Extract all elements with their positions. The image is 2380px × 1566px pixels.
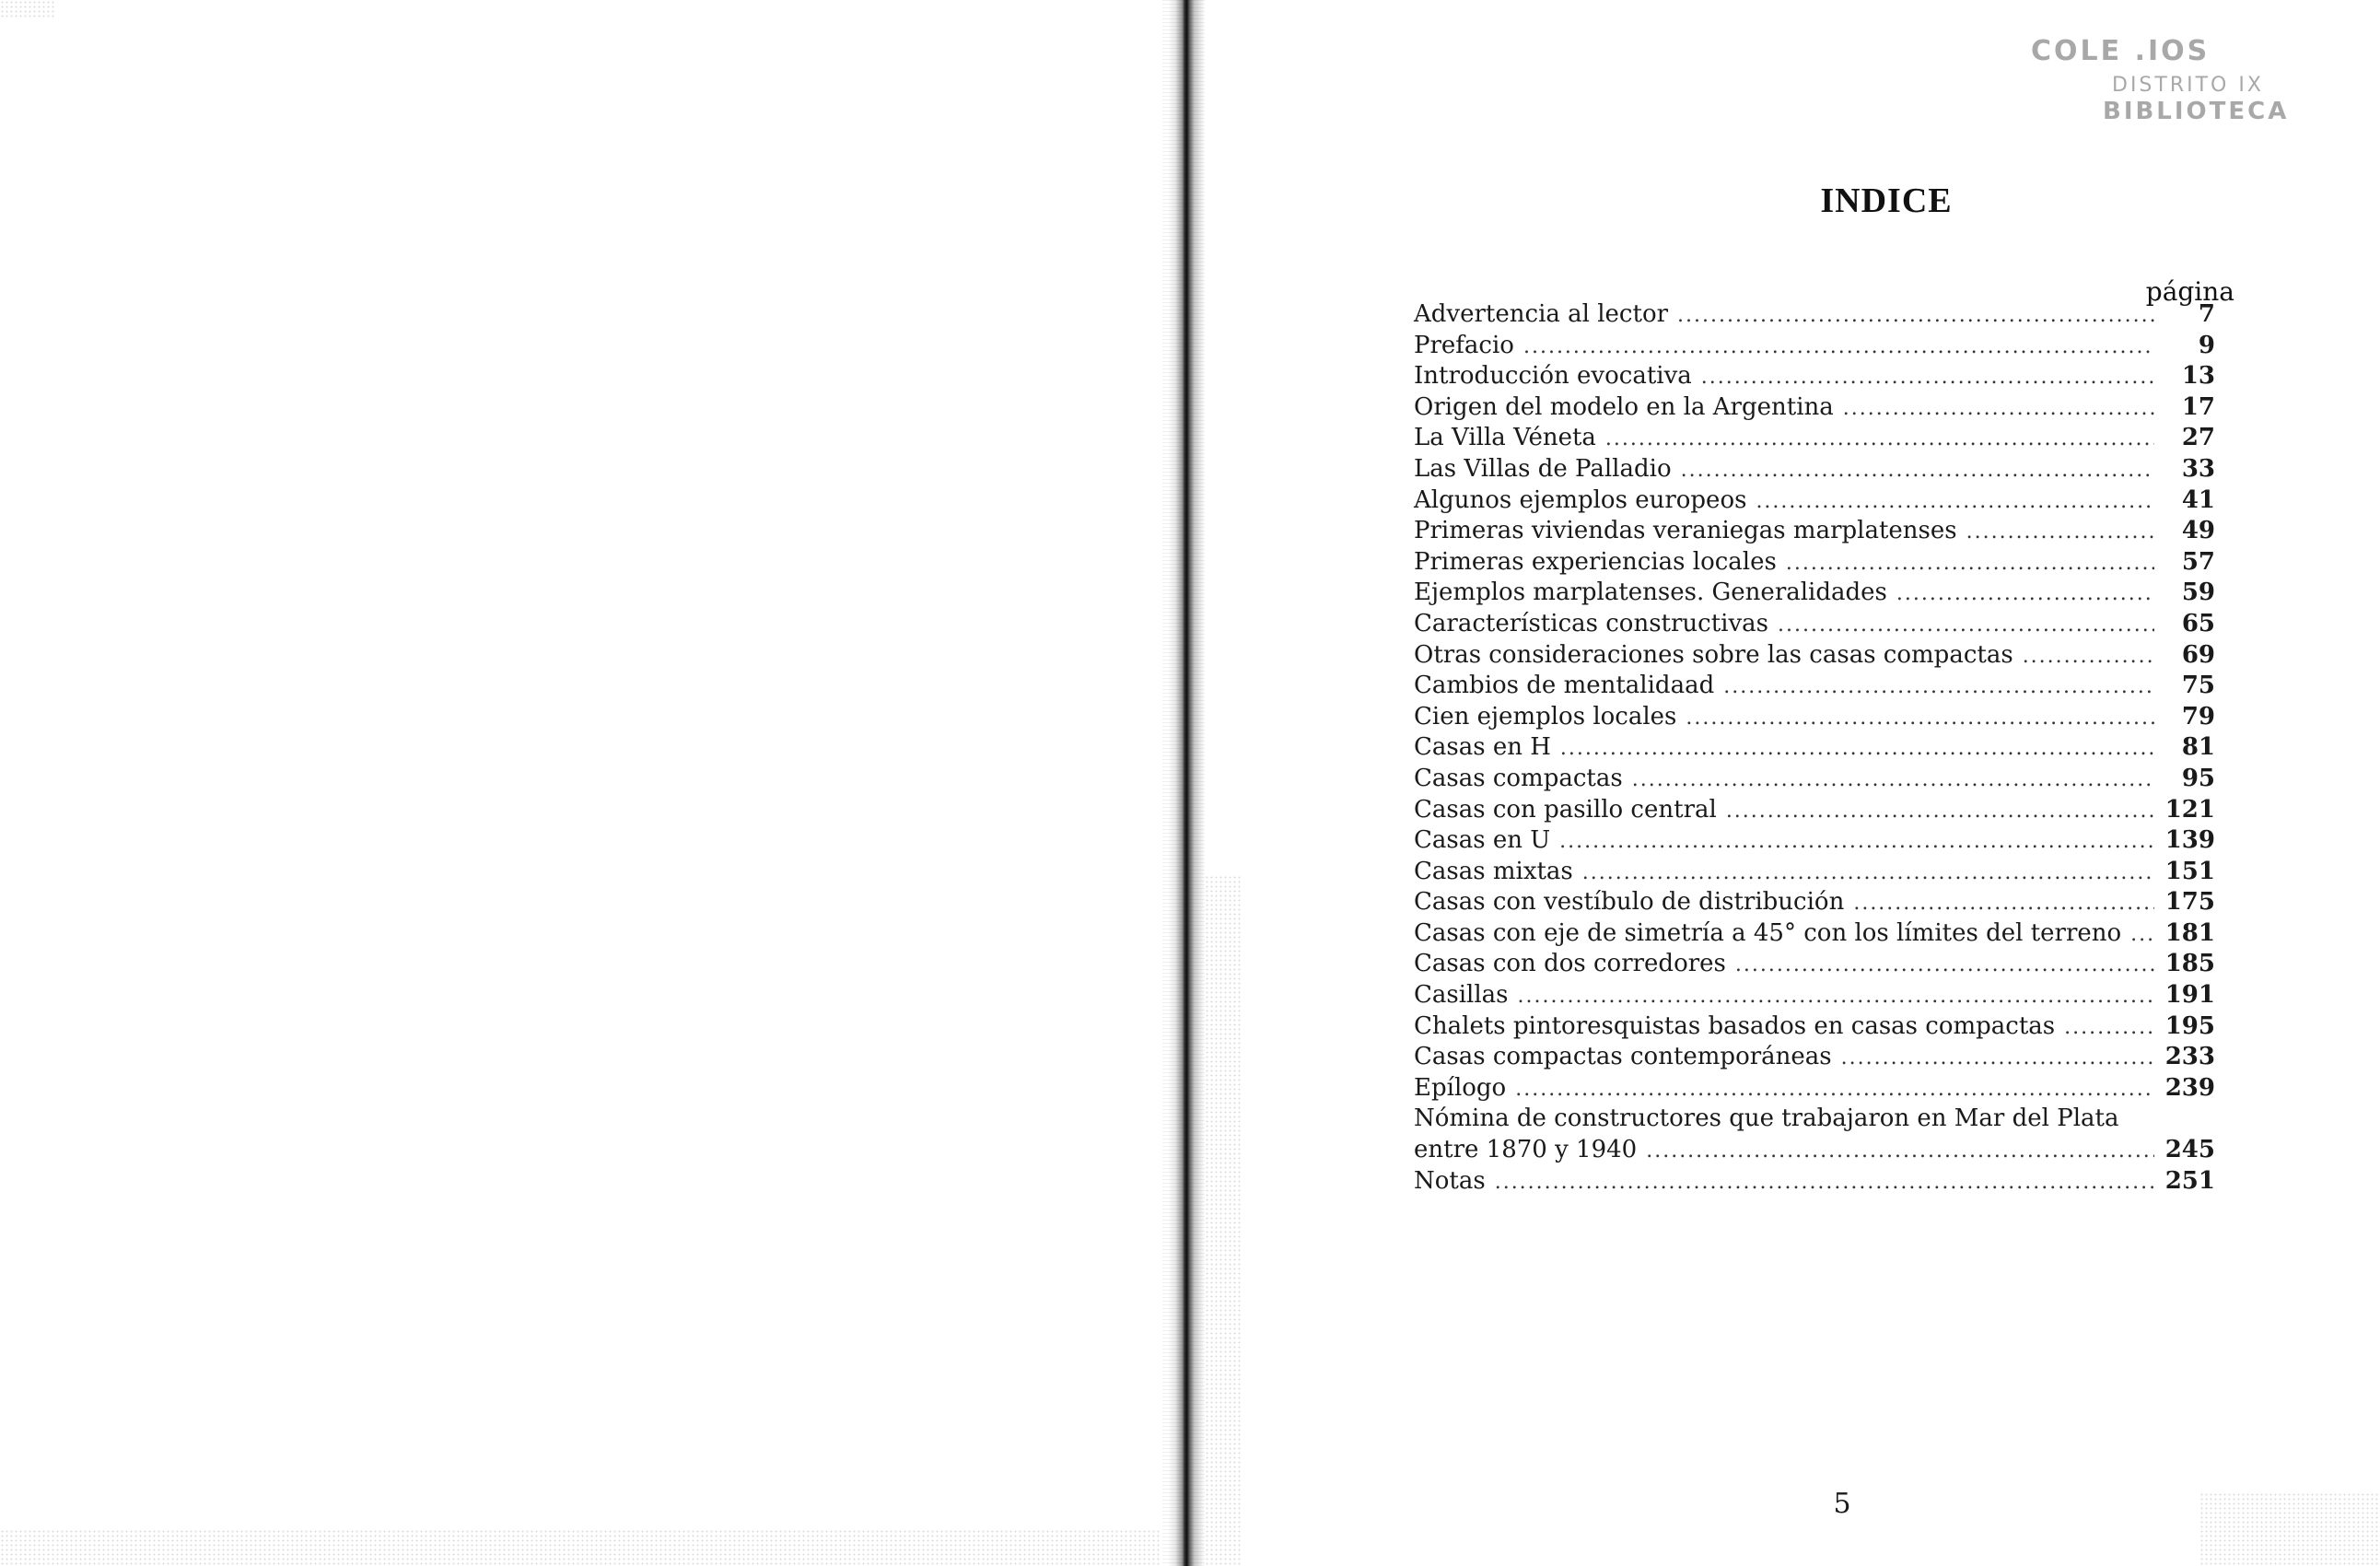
page-number: 5 [1833,1488,1851,1520]
index-title: INDICE [1820,181,1953,220]
toc-entry-page-number: 33 [2181,454,2215,483]
toc-entry-multiline-first [1414,1104,2215,1135]
toc-entry-page-number: 151 [2164,857,2215,885]
toc-entry-page-number: 65 [2181,609,2215,637]
toc-entry-page-number: 41 [2181,485,2215,514]
toc-entry-label: Cambios de mentalidaad [1414,672,1715,700]
gutter-texture [1162,0,1210,1566]
toc-entry [1414,1073,2215,1104]
toc-entry-label: Notas [1414,1166,1486,1195]
dot-leader [1681,455,2154,486]
toc-entry-page-number: 17 [2181,392,2215,421]
dot-leader [1843,393,2154,425]
toc-entry-page-number: 57 [2181,547,2215,576]
toc-entry [1414,949,2215,980]
toc-entry [1414,918,2215,950]
toc-entry [1414,1011,2215,1043]
dot-leader [1726,796,2154,827]
dot-leader [1723,672,2154,703]
toc-entry [1414,485,2215,517]
table-of-contents [1414,299,2215,1197]
dot-leader [2064,1012,2154,1044]
toc-entry [1414,764,2215,795]
toc-entry [1414,516,2215,547]
left-blank-page [0,0,1188,1566]
toc-entry-label: Prefacio [1414,331,1514,359]
toc-entry-label: Casas con pasillo central [1414,795,1717,824]
toc-entry-label: Las Villas de Palladio [1414,454,1672,483]
toc-entry [1414,640,2215,672]
toc-entry [1414,392,2215,424]
dot-leader [1559,826,2154,858]
dot-leader [1735,950,2154,981]
toc-entry [1414,671,2215,702]
toc-entry-page-number: 181 [2164,918,2215,947]
dot-leader [2023,641,2154,672]
toc-entry-label: Origen del modelo en la Argentina [1414,392,1834,421]
toc-entry-label: Advertencia al lector [1414,300,1669,328]
toc-entry-page-number: 139 [2164,826,2215,855]
page-column-header: página [2145,276,2234,307]
toc-entry-label: Casas con eje de simetría a 45° con los límites del terreno [1414,918,2122,947]
scan-noise-left-top [0,0,55,18]
stamp-line-2: DISTRITO IX [2112,74,2264,97]
toc-entry-page-number: 9 [2198,331,2215,359]
toc-entry-label: La Villa Véneta [1414,424,1596,452]
toc-entry-label: Casas compactas contemporáneas [1414,1043,1832,1071]
toc-entry-page-number: 27 [2181,424,2215,452]
toc-entry-label: Otras consideraciones sobre las casas compactas [1414,640,2013,669]
toc-entry-page-number: 185 [2164,950,2215,978]
toc-entry-page-number: 191 [2164,981,2215,1010]
scan-noise-gutter-right [1205,875,1242,1566]
toc-entry-label: Algunos ejemplos europeos [1414,485,1747,514]
dot-leader [1841,1043,2154,1074]
dot-leader [1646,1136,2154,1167]
toc-entry-page-number: 49 [2181,517,2215,545]
toc-entry-label: Casas con vestíbulo de distribución [1414,888,1845,917]
dot-leader [1778,610,2154,641]
dot-leader [1560,733,2154,765]
dot-leader [1966,517,2154,548]
toc-entry-label: Características constructivas [1414,609,1769,637]
toc-entry [1414,1166,2215,1198]
toc-entry [1414,578,2215,609]
toc-entry-page-number: 81 [2181,733,2215,762]
dot-leader [2130,919,2154,951]
toc-entry [1414,331,2215,362]
toc-entry-label: entre 1870 y 1940 [1414,1136,1638,1164]
dot-leader [1896,578,2154,610]
toc-entry-label: Primeras viviendas veraniegas marplatenses [1414,517,1957,545]
toc-entry [1414,732,2215,764]
toc-entry [1414,795,2215,826]
toc-entry-label: Nómina de constructores que trabajaron en Mar del Plata [1414,1104,2119,1133]
toc-entry [1414,423,2215,454]
dot-leader [1518,981,2154,1012]
toc-entry [1414,825,2215,857]
toc-entry-page-number: 79 [2181,702,2215,730]
toc-entry-label: Primeras experiencias locales [1414,547,1777,576]
toc-entry-label: Epílogo [1414,1073,1507,1102]
toc-entry-page-number: 195 [2164,1011,2215,1040]
toc-entry-page-number: 175 [2164,888,2215,917]
toc-entry-page-number: 7 [2198,300,2215,328]
toc-entry-page-number: 95 [2181,764,2215,792]
toc-entry-label: Casas compactas [1414,764,1623,792]
dot-leader [1853,888,2154,919]
toc-entry-page-number: 245 [2164,1136,2215,1164]
toc-entry-page-number: 13 [2181,362,2215,391]
toc-entry [1414,980,2215,1011]
toc-entry-label: Casas con dos corredores [1414,950,1726,978]
toc-entry [1414,702,2215,733]
library-stamp [2022,28,2335,129]
dot-leader [1582,858,2154,889]
toc-entry-multiline-second [1414,1135,2215,1166]
toc-entry-label: Cien ejemplos locales [1414,702,1677,730]
scan-noise-left-bottom [0,1529,1161,1566]
toc-entry [1414,299,2215,331]
toc-entry-label: Chalets pintoresquistas basados en casas compactas [1414,1011,2056,1040]
toc-entry [1414,361,2215,392]
dot-leader [1515,1074,2154,1105]
toc-entry-label: Casas mixtas [1414,857,1573,885]
toc-entry-page-number: 69 [2181,640,2215,669]
toc-entry-page-number: 121 [2164,795,2215,824]
toc-entry-label: Casas en U [1414,826,1551,855]
dot-leader [1786,548,2154,579]
toc-entry-page-number: 233 [2164,1043,2215,1071]
toc-entry-page-number: 239 [2164,1073,2215,1102]
toc-entry [1414,547,2215,578]
toc-entry-label: Ejemplos marplatenses. Generalidades [1414,578,1887,607]
toc-entry [1414,857,2215,888]
toc-entry [1414,454,2215,485]
dot-leader [1605,424,2154,455]
dot-leader [1523,332,2154,363]
toc-entry-page-number: 59 [2181,578,2215,607]
stamp-line-1: COLE .IOS [2031,35,2211,67]
toc-entry-label: Casillas [1414,981,1509,1010]
dot-leader [1756,486,2154,518]
dot-leader [1686,703,2154,734]
dot-leader [1495,1167,2154,1198]
stamp-line-3: BIBLIOTECA [2103,98,2290,125]
toc-entry-page-number: 251 [2164,1166,2215,1195]
dot-leader [1677,300,2154,332]
toc-entry-page-number: 75 [2181,672,2215,700]
toc-entry-label: Introducción evocativa [1414,362,1692,391]
toc-entry [1414,609,2215,640]
dot-leader [1701,362,2154,393]
dot-leader [1632,765,2154,796]
scan-noise-right-bottom [2199,1492,2380,1566]
toc-entry [1414,887,2215,918]
toc-entry [1414,1042,2215,1073]
toc-entry-label: Casas en H [1414,733,1551,762]
